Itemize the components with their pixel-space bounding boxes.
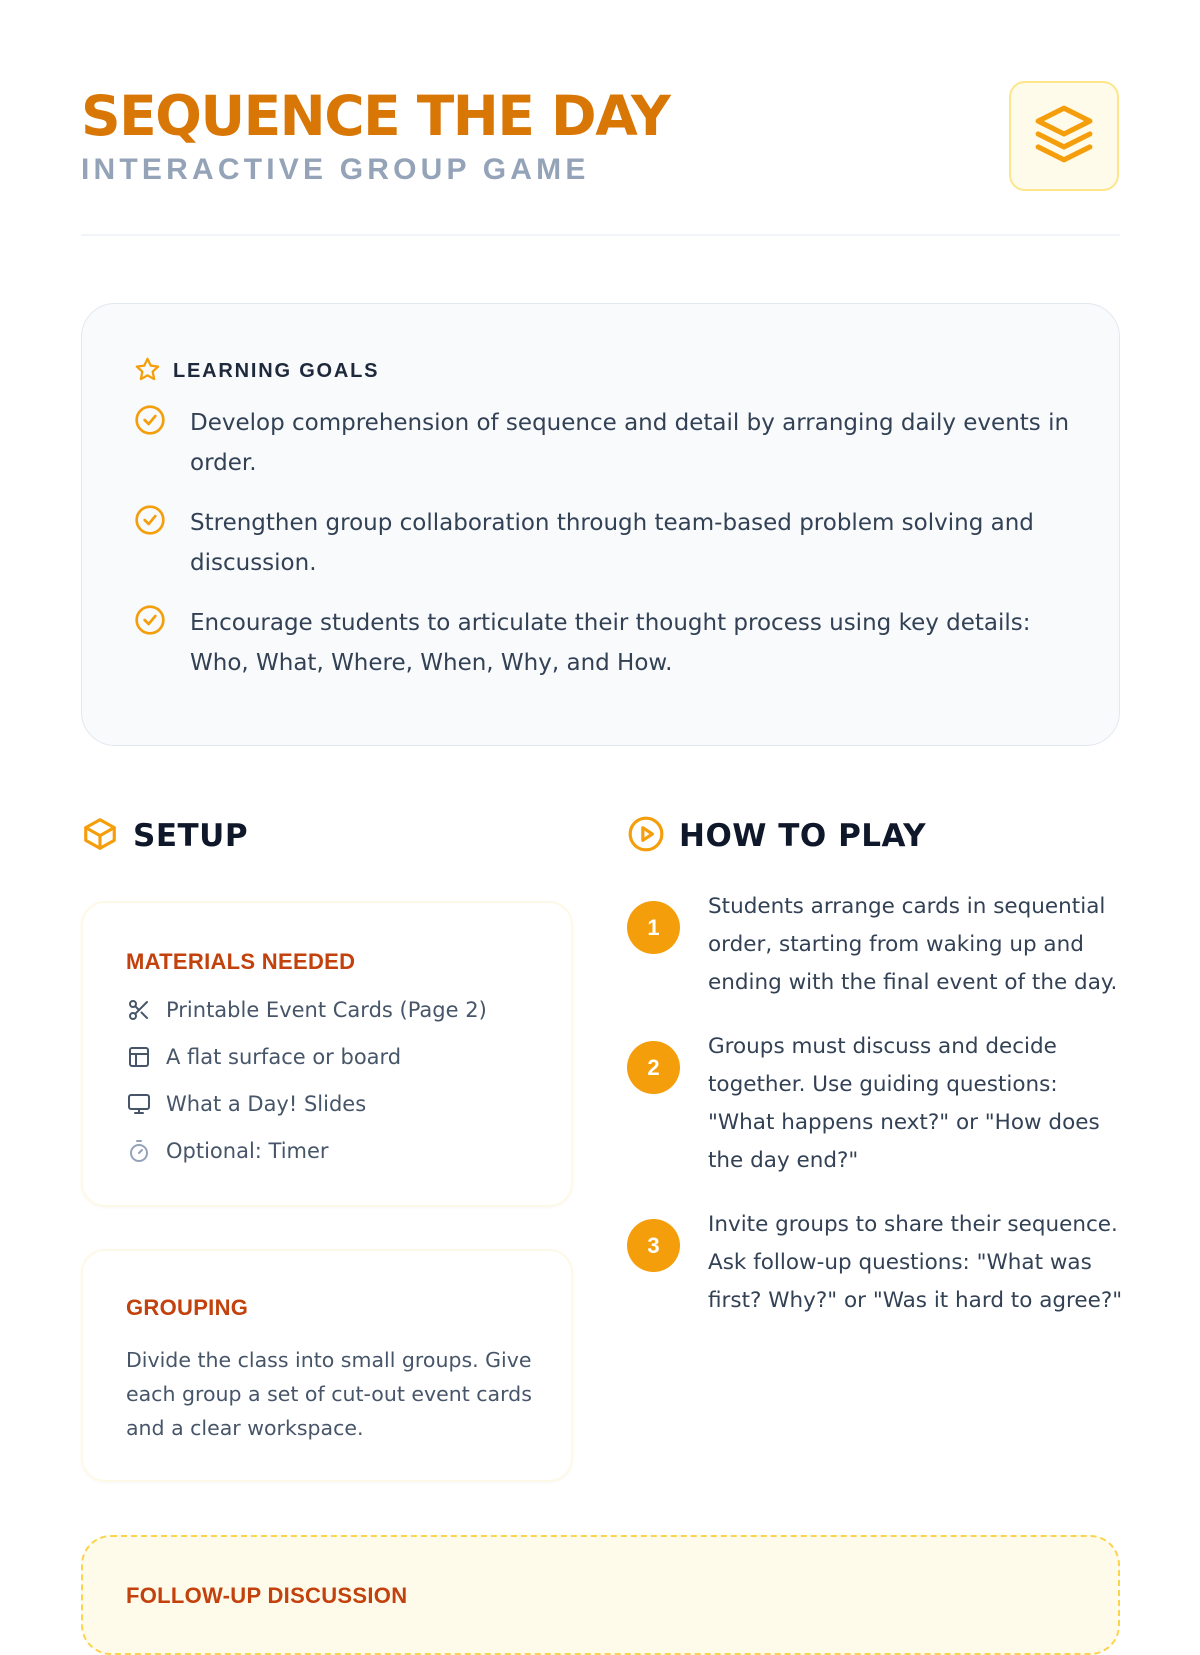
layers-icon bbox=[1033, 103, 1095, 169]
how-to-play-label: HOW TO PLAY bbox=[679, 818, 927, 854]
box-icon bbox=[81, 815, 119, 857]
grouping-title: GROUPING bbox=[126, 1295, 249, 1320]
scissors-icon bbox=[126, 997, 152, 1023]
page-subtitle: INTERACTIVE GROUP GAME bbox=[81, 153, 590, 186]
step-text: Students arrange cards in sequential order, starting from waking up and ending with the final event of the day. bbox=[708, 894, 1118, 995]
follow-up-title: FOLLOW-UP DISCUSSION bbox=[126, 1583, 408, 1608]
grouping-text: Divide the class into small groups. Give each group a set of cut-out event cards and a clear workspace. bbox=[126, 1348, 532, 1440]
material-item bbox=[126, 1089, 366, 1119]
setup-heading bbox=[81, 814, 248, 858]
timer-icon bbox=[126, 1138, 152, 1164]
setup-label: SETUP bbox=[133, 818, 249, 854]
step-number-badge: 3 bbox=[627, 1219, 680, 1272]
learning-goals-heading bbox=[134, 356, 379, 386]
material-item bbox=[126, 995, 487, 1025]
header-badge bbox=[1009, 81, 1119, 191]
header-divider bbox=[81, 234, 1120, 236]
check-circle-icon bbox=[134, 504, 166, 536]
check-circle-icon bbox=[134, 404, 166, 436]
goal-text: Encourage students to articulate their thought process using key details: Who, What, Where, When, Why, and How. bbox=[190, 610, 1031, 676]
material-label: A flat surface or board bbox=[166, 1045, 402, 1069]
step-number-badge: 1 bbox=[627, 901, 680, 954]
check-circle-icon bbox=[134, 604, 166, 636]
follow-up-panel bbox=[81, 1535, 1120, 1655]
material-item bbox=[126, 1136, 329, 1166]
step-text: Invite groups to share their sequence. Ask follow-up questions: "What was first? Why?" or "Was it hard to agree?" bbox=[708, 1212, 1123, 1313]
learning-goals-label: LEARNING GOALS bbox=[173, 359, 380, 382]
material-label: Optional: Timer bbox=[166, 1139, 329, 1163]
page-title: SEQUENCE THE DAY bbox=[81, 84, 670, 148]
goal-text: Strengthen group collaboration through team-based problem solving and discussion. bbox=[190, 510, 1034, 576]
material-label: Printable Event Cards (Page 2) bbox=[166, 998, 487, 1022]
play-circle-icon bbox=[627, 815, 665, 857]
layout-icon bbox=[126, 1044, 152, 1070]
materials-card bbox=[81, 901, 573, 1207]
material-item bbox=[126, 1042, 401, 1072]
star-icon bbox=[134, 356, 161, 387]
monitor-icon bbox=[126, 1091, 152, 1117]
materials-title: MATERIALS NEEDED bbox=[126, 949, 356, 974]
step-number-badge: 2 bbox=[627, 1041, 680, 1094]
lesson-page bbox=[81, 0, 1123, 1608]
step-text: Groups must discuss and decide together. Use guiding questions: "What happens next?" or "How does the day end?" bbox=[708, 1034, 1100, 1173]
goal-text: Develop comprehension of sequence and detail by arranging daily events in order. bbox=[190, 410, 1070, 476]
material-label: What a Day! Slides bbox=[166, 1092, 367, 1116]
grouping-card bbox=[81, 1249, 573, 1482]
how-to-play-heading bbox=[627, 814, 926, 858]
learning-goals-panel bbox=[81, 303, 1120, 746]
